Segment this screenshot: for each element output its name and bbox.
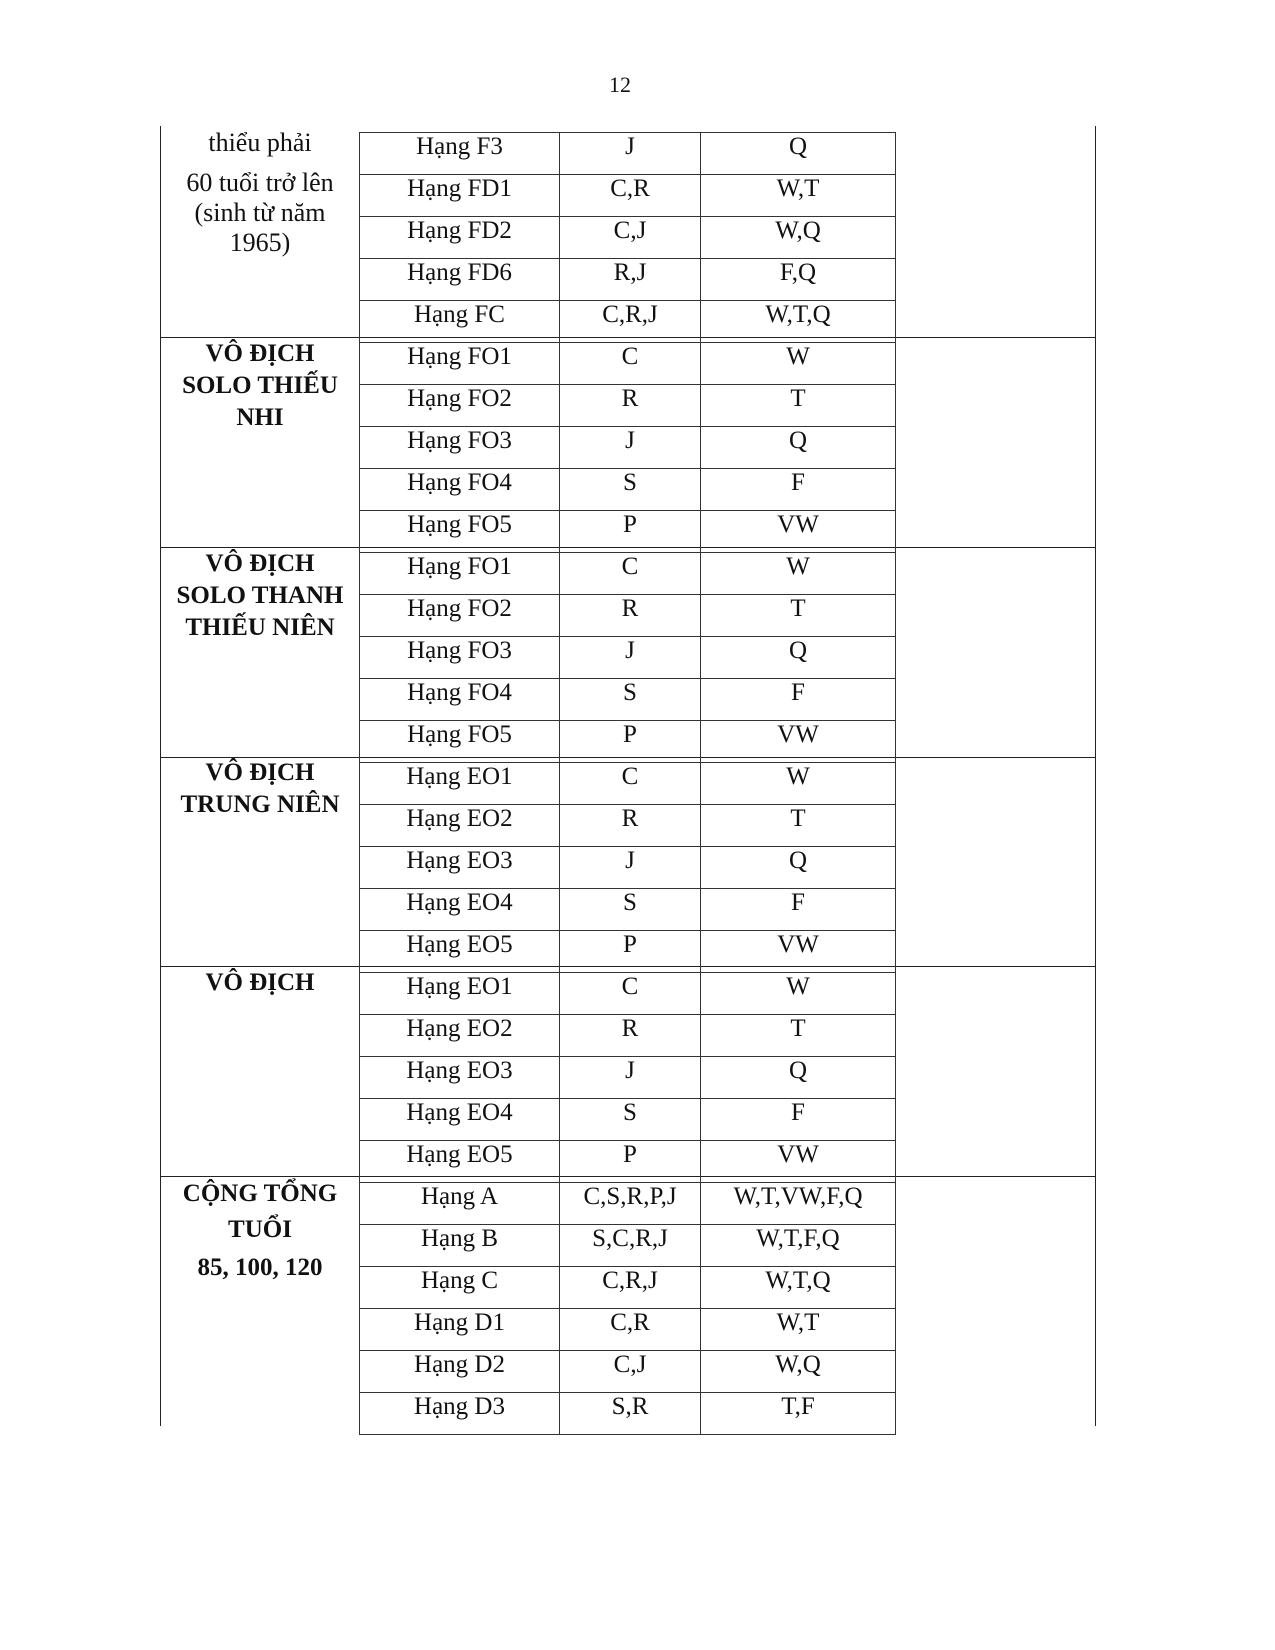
code-set-1-cell: C,R,J	[560, 1267, 701, 1309]
class-name-cell: Hạng FD1	[360, 175, 560, 217]
code-set-1-cell: P	[560, 931, 701, 973]
code-set-1-cell: R	[560, 595, 701, 637]
table-row	[360, 343, 896, 385]
table-row	[360, 553, 896, 595]
table-row	[360, 973, 896, 1015]
code-set-1-cell: J	[560, 133, 701, 175]
table-row	[360, 679, 896, 721]
table-row	[360, 133, 896, 175]
table-row	[360, 511, 896, 553]
group-label-line: NHI	[236, 404, 284, 431]
class-name-cell: Hạng F3	[360, 133, 560, 175]
code-set-1-cell: C,R,J	[560, 301, 701, 343]
code-set-2-cell: VW	[701, 721, 896, 763]
class-name-cell: Hạng EO1	[360, 763, 560, 805]
code-set-2-cell: W	[701, 973, 896, 1015]
table-row	[360, 637, 896, 679]
group-label-line: TRUNG NIÊN	[180, 791, 340, 818]
class-name-cell: Hạng FO1	[360, 553, 560, 595]
code-set-2-cell: W	[701, 763, 896, 805]
code-set-1-cell: C,R	[560, 1309, 701, 1351]
class-name-cell: Hạng FO2	[360, 595, 560, 637]
class-name-cell: Hạng A	[360, 1183, 560, 1225]
code-set-1-cell: R,J	[560, 259, 701, 301]
code-set-2-cell: Q	[701, 133, 896, 175]
code-set-2-cell: W,T,VW,F,Q	[701, 1183, 896, 1225]
code-set-2-cell: T	[701, 1015, 896, 1057]
page-number: 12	[609, 72, 631, 97]
code-set-1-cell: S	[560, 1099, 701, 1141]
code-set-2-cell: F	[701, 1099, 896, 1141]
group-label-cell	[160, 126, 360, 258]
group-label-cell	[160, 757, 360, 821]
class-name-cell: Hạng D1	[360, 1309, 560, 1351]
group-label-line: CỘNG TỔNG	[182, 1180, 338, 1207]
code-set-2-cell: Q	[701, 427, 896, 469]
group-label-line: 85, 100, 120	[197, 1254, 323, 1281]
code-set-1-cell: C	[560, 973, 701, 1015]
code-set-2-cell: T	[701, 385, 896, 427]
class-name-cell: Hạng FC	[360, 301, 560, 343]
code-set-2-cell: W,T,Q	[701, 1267, 896, 1309]
class-name-cell: Hạng D3	[360, 1393, 560, 1435]
class-name-cell: Hạng FO1	[360, 343, 560, 385]
code-set-1-cell: C,S,R,P,J	[560, 1183, 701, 1225]
table-row	[360, 1225, 896, 1267]
class-name-cell: Hạng EO2	[360, 805, 560, 847]
code-set-2-cell: T	[701, 805, 896, 847]
table-row	[360, 847, 896, 889]
code-set-2-cell: Q	[701, 637, 896, 679]
code-set-1-cell: J	[560, 637, 701, 679]
group-label-line: 60 tuổi trở lên	[186, 168, 334, 197]
class-name-cell: Hạng EO4	[360, 889, 560, 931]
code-set-2-cell: W,Q	[701, 217, 896, 259]
code-set-1-cell: J	[560, 427, 701, 469]
group-label-cell	[160, 967, 360, 999]
code-set-2-cell: W,T,Q	[701, 301, 896, 343]
code-set-2-cell: F,Q	[701, 259, 896, 301]
code-set-1-cell: R	[560, 385, 701, 427]
code-set-1-cell: C,J	[560, 1351, 701, 1393]
table-row	[360, 217, 896, 259]
code-set-1-cell: C	[560, 343, 701, 385]
code-set-2-cell: W,Q	[701, 1351, 896, 1393]
class-name-cell: Hạng C	[360, 1267, 560, 1309]
class-name-cell: Hạng EO3	[360, 1057, 560, 1099]
table-row	[360, 1141, 896, 1183]
code-set-2-cell: F	[701, 889, 896, 931]
code-set-2-cell: Q	[701, 1057, 896, 1099]
code-set-1-cell: C,R	[560, 175, 701, 217]
code-set-1-cell: J	[560, 847, 701, 889]
group-label-line: THIẾU NIÊN	[185, 614, 335, 641]
code-set-1-cell: S	[560, 889, 701, 931]
group-label-line: (sinh từ năm	[194, 198, 326, 227]
code-set-1-cell: R	[560, 1015, 701, 1057]
table-row	[360, 1351, 896, 1393]
group-label-cell	[160, 548, 360, 644]
code-set-2-cell: W,T	[701, 175, 896, 217]
class-name-cell: Hạng FO5	[360, 721, 560, 763]
table-row	[360, 301, 896, 343]
table-row	[360, 1183, 896, 1225]
code-set-2-cell: VW	[701, 1141, 896, 1183]
group-label-cell	[160, 1176, 360, 1288]
code-set-1-cell: J	[560, 1057, 701, 1099]
table-row	[360, 427, 896, 469]
table-row	[360, 1099, 896, 1141]
code-set-2-cell: T,F	[701, 1393, 896, 1435]
class-name-cell: Hạng D2	[360, 1351, 560, 1393]
code-set-1-cell: C	[560, 553, 701, 595]
code-set-2-cell: Q	[701, 847, 896, 889]
group-label-line: thiểu phải	[208, 128, 312, 157]
class-name-cell: Hạng FD2	[360, 217, 560, 259]
table-row	[360, 1309, 896, 1351]
table-row	[360, 385, 896, 427]
group-label-line: TUỔI	[228, 1216, 292, 1243]
code-set-2-cell: W	[701, 343, 896, 385]
code-set-2-cell: VW	[701, 931, 896, 973]
table-row	[360, 889, 896, 931]
table-row	[360, 1015, 896, 1057]
table-row	[360, 469, 896, 511]
code-set-1-cell: C,J	[560, 217, 701, 259]
class-name-cell: Hạng FO4	[360, 679, 560, 721]
code-set-1-cell: C	[560, 763, 701, 805]
class-name-cell: Hạng EO5	[360, 931, 560, 973]
table-right-border	[1095, 126, 1096, 1426]
code-set-2-cell: W,T,F,Q	[701, 1225, 896, 1267]
code-set-1-cell: S,C,R,J	[560, 1225, 701, 1267]
code-set-1-cell: S,R	[560, 1393, 701, 1435]
class-table	[359, 132, 896, 1435]
class-name-cell: Hạng FO3	[360, 427, 560, 469]
group-label-line: SOLO THIẾU	[182, 372, 338, 399]
group-label-cell	[160, 338, 360, 434]
table-row	[360, 931, 896, 973]
class-name-cell: Hạng EO1	[360, 973, 560, 1015]
group-label-line: VÔ ĐỊCH	[205, 550, 315, 577]
code-set-2-cell: T	[701, 595, 896, 637]
class-name-cell: Hạng EO5	[360, 1141, 560, 1183]
code-set-1-cell: S	[560, 679, 701, 721]
group-label-line: VÔ ĐỊCH	[205, 969, 315, 996]
class-name-cell: Hạng EO3	[360, 847, 560, 889]
code-set-2-cell: F	[701, 469, 896, 511]
class-name-cell: Hạng FO2	[360, 385, 560, 427]
code-set-2-cell: W,T	[701, 1309, 896, 1351]
code-set-1-cell: R	[560, 805, 701, 847]
class-name-cell: Hạng EO4	[360, 1099, 560, 1141]
table-row	[360, 1267, 896, 1309]
class-name-cell: Hạng FD6	[360, 259, 560, 301]
table-row	[360, 805, 896, 847]
code-set-1-cell: S	[560, 469, 701, 511]
code-set-1-cell: P	[560, 721, 701, 763]
group-label-line: SOLO THANH	[176, 582, 344, 609]
table-row	[360, 1393, 896, 1435]
class-name-cell: Hạng FO3	[360, 637, 560, 679]
class-name-cell: Hạng EO2	[360, 1015, 560, 1057]
class-name-cell: Hạng FO5	[360, 511, 560, 553]
code-set-2-cell: F	[701, 679, 896, 721]
table-row	[360, 721, 896, 763]
group-label-line: 1965)	[229, 228, 291, 257]
group-label-line: VÔ ĐỊCH	[205, 759, 315, 786]
table-row	[360, 595, 896, 637]
code-set-2-cell: VW	[701, 511, 896, 553]
table-row	[360, 259, 896, 301]
class-name-cell: Hạng B	[360, 1225, 560, 1267]
code-set-1-cell: P	[560, 1141, 701, 1183]
class-table-body	[360, 133, 896, 1435]
class-name-cell: Hạng FO4	[360, 469, 560, 511]
code-set-1-cell: P	[560, 511, 701, 553]
group-label-line: VÔ ĐỊCH	[205, 340, 315, 367]
table-row	[360, 175, 896, 217]
table-row	[360, 763, 896, 805]
code-set-2-cell: W	[701, 553, 896, 595]
table-row	[360, 1057, 896, 1099]
